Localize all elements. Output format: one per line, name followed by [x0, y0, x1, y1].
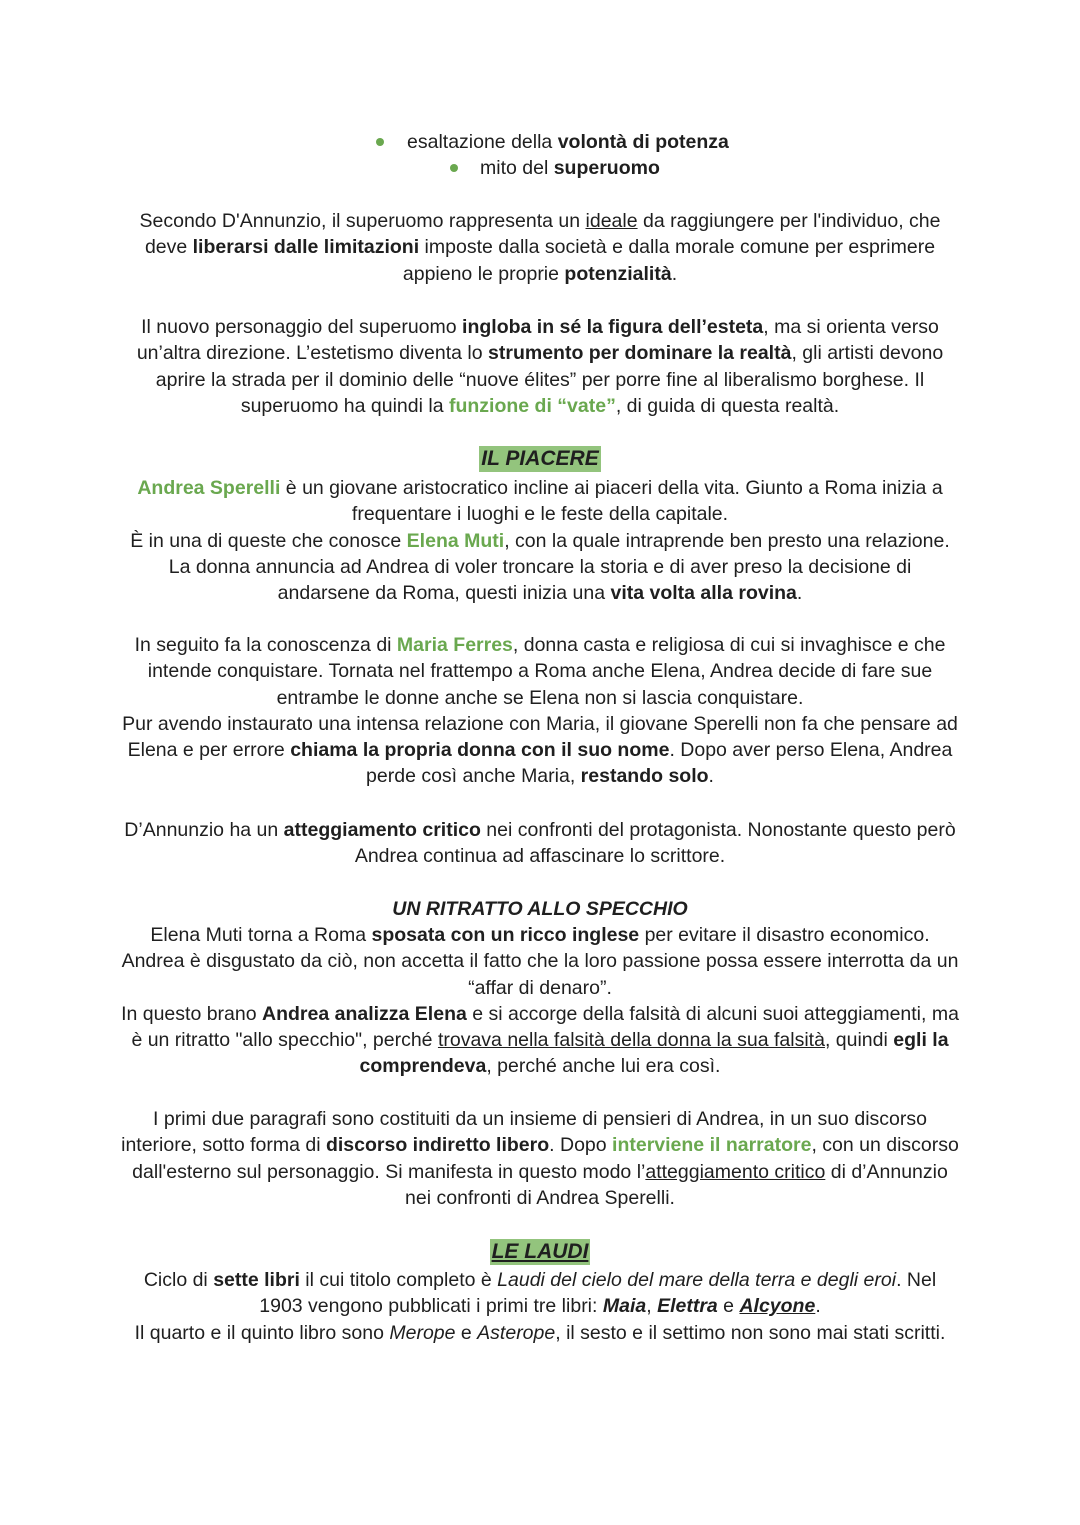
section-title-ritratto: UN RITRATTO ALLO SPECCHIO	[392, 898, 688, 920]
bullet-dot-icon	[450, 164, 458, 172]
paragraph-laudi: Ciclo di sette libri il cui titolo completo è Laudi del cielo del mare della terra e degli eroi. Nel 1903 vengono pubblicati i primi tre libri: Maia, Elettra e Alcyone. Il quarto e il quinto libro sono Merope e Asterope, il sesto e il settimo non sono mai stati scritti.	[134, 1269, 946, 1344]
paragraph-ritratto-narratore: I primi due paragrafi sono costituiti da un insieme di pensieri di Andrea, in un suo discorso interiore, sotto forma di discorso indiretto libero. Dopo interviene il narratore, con un discorso dall'esterno sul personaggio. Si manifesta in questo modo l’atteggiamento critico di d’Annunzio nei confronti di Andrea Sperelli.	[121, 1108, 959, 1209]
paragraph-superuomo-ideale: Secondo D'Annunzio, il superuomo rappresenta un ideale da raggiungere per l'individuo, che deve liberarsi dalle limitazioni imposte dalla società e dalla morale comune per esprimere appieno le proprie potenzialità.	[139, 210, 941, 285]
section-title-il-piacere: IL PIACERE	[481, 447, 599, 470]
bullet-dot-icon	[376, 138, 384, 146]
paragraph-superuomo-esteta: Il nuovo personaggio del superuomo ingloba in sé la figura dell’esteta, ma si orienta verso un’altra direzione. L’estetismo diventa lo strumento per dominare la realtà, gli artisti devono aprire la strada per il dominio delle “nuove élites” per porre fine al liberalismo borghese. Il superuomo ha quindi la funzione di “vate”, di guida di questa realtà.	[136, 316, 944, 417]
bullet-list	[0, 129, 1080, 181]
bullet-item: esaltazione della volontà di potenza	[0, 129, 1080, 155]
section-title-le-laudi: LE LAUDI	[491, 1240, 589, 1263]
paragraph-piacere-trama: Andrea Sperelli è un giovane aristocratico incline ai piaceri della vita. Giunto a Roma inizia a frequentare i luoghi e le feste della capitale. È in una di queste che conosce Elena Muti, con la quale intraprende ben presto una relazione. La donna annuncia ad Andrea di voler troncare la storia e di aver preso la decisione di andarsene da Roma, questi inizia una vita volta alla rovina.	[130, 477, 950, 605]
paragraph-ritratto-trama: Elena Muti torna a Roma sposata con un ricco inglese per evitare il disastro economico. Andrea è disgustato da ciò, non accetta il fatto che la loro passione possa essere interrotta da un “affar di denaro”. In questo brano Andrea analizza Elena e si accorge della falsità di alcuni suoi atteggiamenti, ma è un ritratto "allo specchio", perché trovava nella falsità della donna la sua falsità, quindi egli la comprendeva, perché anche lui era così.	[121, 924, 959, 1078]
bullet-item: mito del superuomo	[0, 155, 1080, 181]
paragraph-piacere-critica: D’Annunzio ha un atteggiamento critico nei confronti del protagonista. Nonostante questo però Andrea continua ad affascinare lo scrittore.	[124, 819, 956, 868]
paragraph-piacere-maria: In seguito fa la conoscenza di Maria Ferres, donna casta e religiosa di cui si invaghisce e che intende conquistare. Tornata nel frattempo a Roma anche Elena, Andrea decide di fare sue entrambe le donne anche se Elena non si lascia conquistare. Pur avendo instaurato una intensa relazione con Maria, il giovane Sperelli non fa che pensare ad Elena e per errore chiama la propria donna con il suo nome. Dopo aver perso Elena, Andrea perde così anche Maria, restando solo.	[122, 634, 958, 788]
